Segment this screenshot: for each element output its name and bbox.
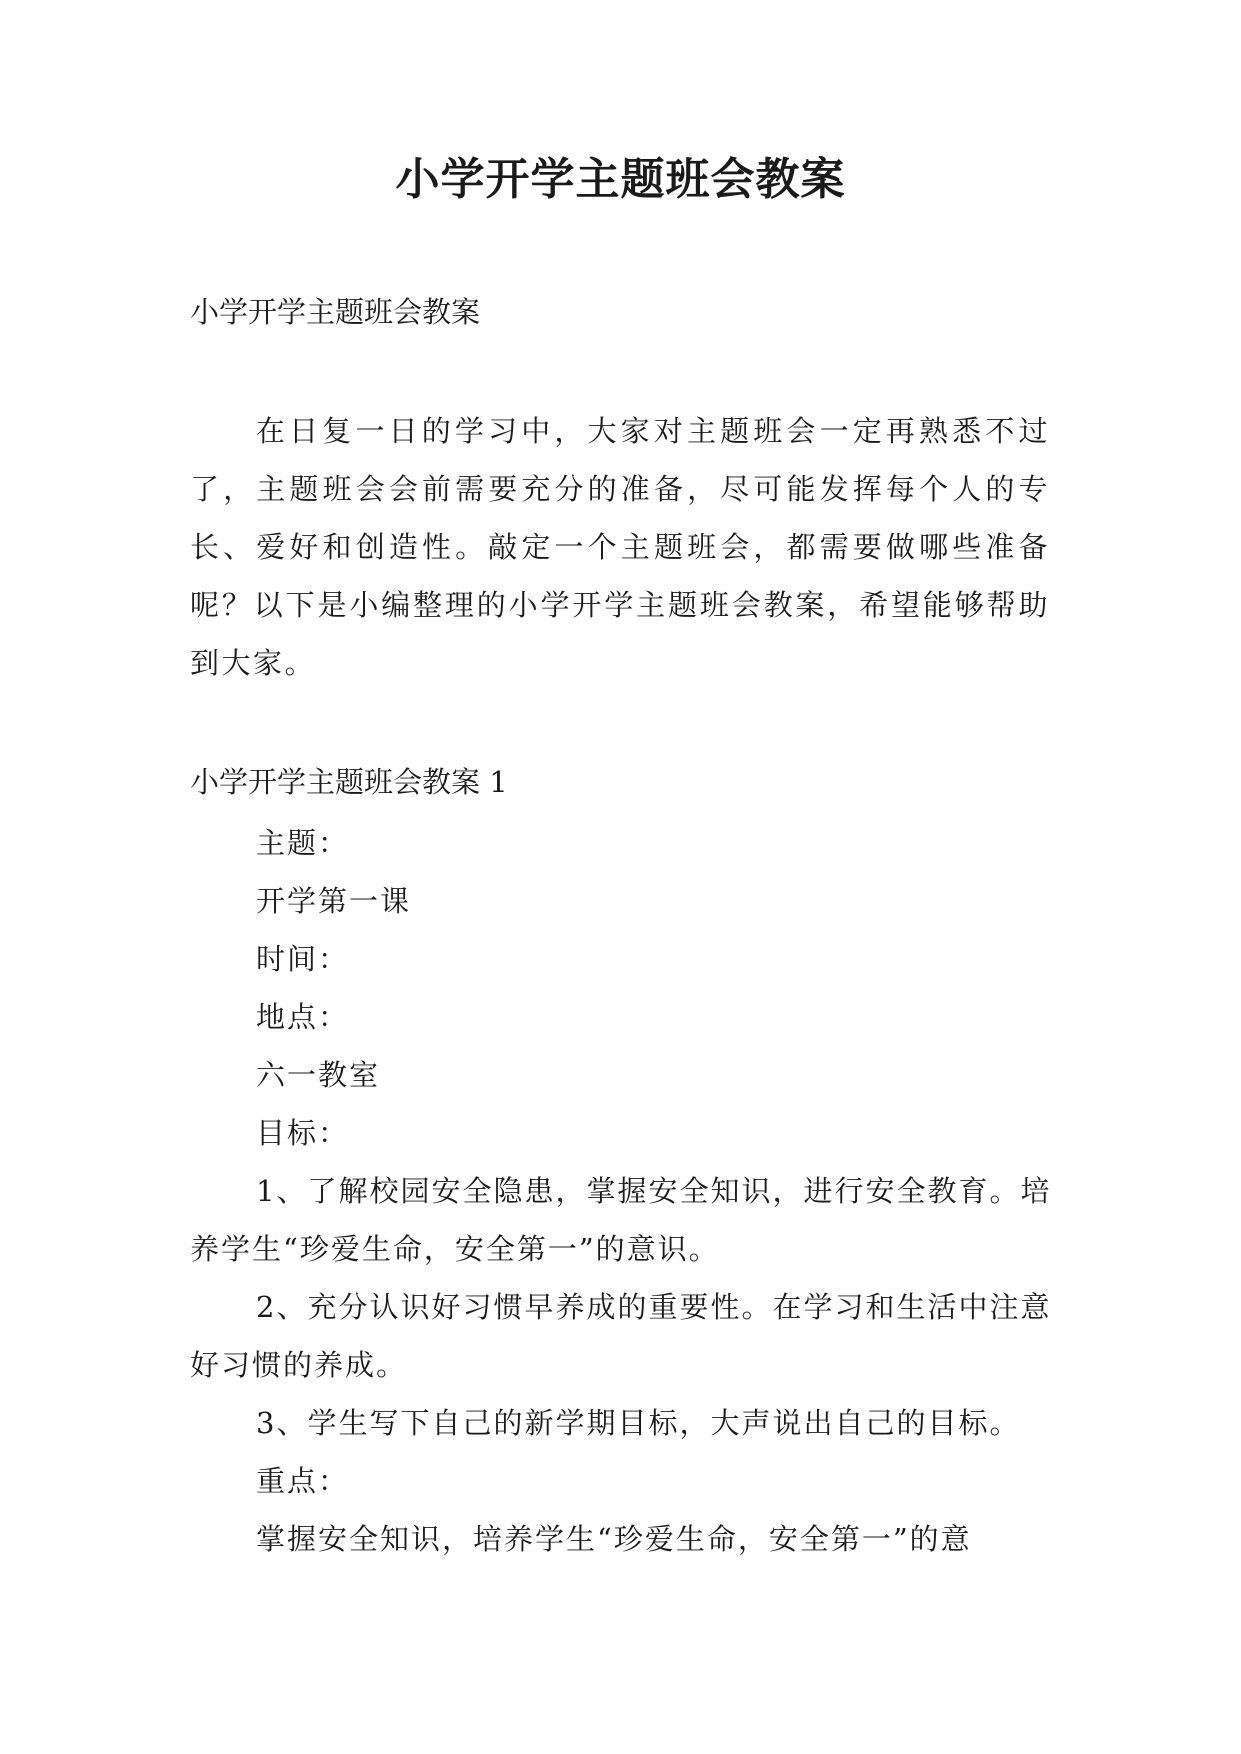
goal-item-2: 2、充分认识好习惯早养成的重要性。在学习和生活中注意好习惯的养成。 — [190, 1290, 1052, 1382]
key-points-text: 掌握安全知识，培养学生“珍爱生命，安全第一”的意 — [256, 1522, 972, 1556]
goals-label: 目标： — [256, 1116, 350, 1150]
section-heading: 小学开学主题班会教案 1 — [190, 765, 508, 799]
key-points-label: 重点： — [256, 1464, 350, 1498]
topic-value: 开学第一课 — [256, 884, 412, 918]
document-title: 小学开学主题班会教案 — [395, 154, 846, 205]
lesson-body — [190, 814, 1070, 1568]
goal-item-1: 1、了解校园安全隐患，掌握安全知识，进行安全教育。培养学生“珍爱生命，安全第一”的意识。 — [190, 1174, 1052, 1266]
location-label: 地点： — [256, 1000, 350, 1034]
location-value: 六一教室 — [256, 1058, 381, 1092]
topic-label: 主题： — [256, 826, 350, 860]
document-subtitle: 小学开学主题班会教案 — [190, 295, 481, 329]
time-label: 时间： — [256, 942, 350, 976]
goal-item-3: 3、学生写下自己的新学期目标，大声说出自己的目标。 — [256, 1406, 1021, 1440]
intro-paragraph: 在日复一日的学习中，大家对主题班会一定再熟悉不过了，主题班会会前需要充分的准备，尽可能发挥每个人的专长、爱好和创造性。敲定一个主题班会，都需要做哪些准备呢？以下是小编整理的小学开学主题班会教案，希望能够帮助到大家。 — [190, 414, 1050, 680]
